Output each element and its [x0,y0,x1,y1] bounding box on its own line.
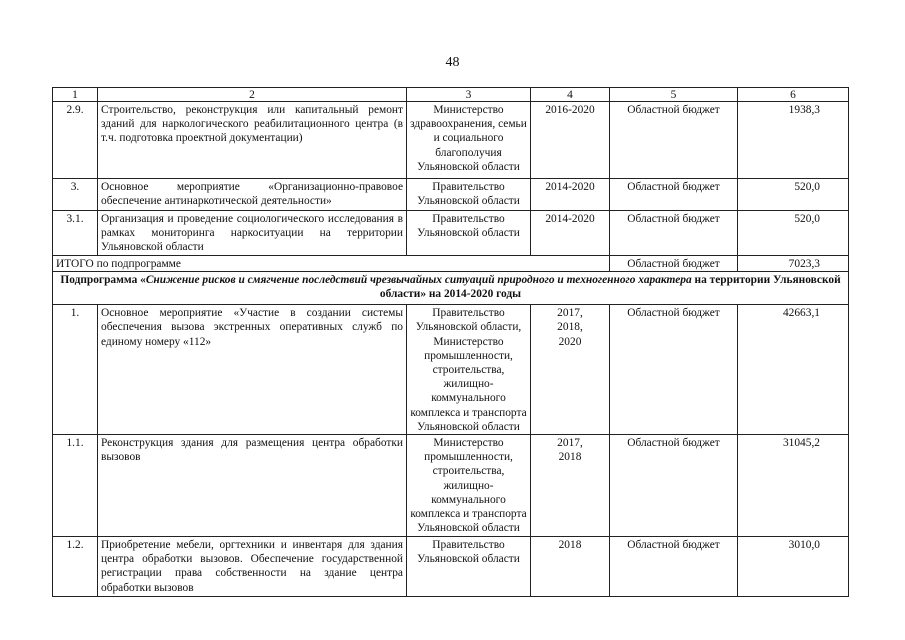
item-period: 2016-2020 [531,102,610,179]
total-amount: 7023,3 [738,256,849,272]
item-number: 1.2. [53,537,98,597]
item-period: 2017, 2018, 2020 [531,305,610,435]
subprogram-row [53,272,849,305]
item-executor: Министерство здравоохранения, семьи и социального благополучия Ульяновской области [407,102,531,179]
item-executor: Министерство промышленности, строительства, жилищно-коммунального комплекса и транспорта Ульяновской области [407,435,531,537]
item-funding-source: Областной бюджет [610,305,738,435]
item-name: Основное мероприятие «Организационно-правовое обеспечение антинаркотической деятельности» [98,179,407,211]
item-amount: 520,0 [738,179,849,211]
item-executor: Правительство Ульяновской области, Министерство промышленности, строительства, жилищно-коммунального комплекса и транспорта Ульяновской области [407,305,531,435]
table-row [53,211,849,256]
total-label: ИТОГО по подпрограмме [53,256,610,272]
item-executor: Правительство Ульяновской области [407,179,531,211]
column-number: 1 [53,88,98,102]
item-number: 2.9. [53,102,98,179]
item-number: 1.1. [53,435,98,537]
item-funding-source: Областной бюджет [610,435,738,537]
program-table [52,87,849,597]
column-number: 3 [407,88,531,102]
subprogram-title [53,272,849,305]
total-row [53,256,849,272]
item-number: 1. [53,305,98,435]
page-number: 48 [445,55,460,70]
table-row [53,102,849,179]
item-period: 2018 [531,537,610,597]
item-executor: Правительство Ульяновской области [407,211,531,256]
item-amount: 3010,0 [738,537,849,597]
column-number: 2 [98,88,407,102]
subprogram-title-prefix: Подпрограмма « [60,274,146,287]
item-name: Приобретение мебели, оргтехники и инвентаря для здания центра обработки вызовов. Обеспечение государственной регистрации права собственности на здание центра обработки вызовов [98,537,407,597]
item-amount: 42663,1 [738,305,849,435]
item-funding-source: Областной бюджет [610,102,738,179]
item-name: Организация и проведение социологического исследования в рамках мониторинга наркоситуации на территории Ульяновской области [98,211,407,256]
item-number: 3. [53,179,98,211]
item-funding-source: Областной бюджет [610,211,738,256]
table-row [53,537,849,597]
table-row [53,305,849,435]
subprogram-title-italic: Снижение рисков и смягчение последствий чрезвычайных ситуаций природного и техногенного характера [145,274,692,287]
item-period: 2014-2020 [531,179,610,211]
item-amount: 520,0 [738,211,849,256]
column-number-row [53,88,849,102]
item-amount: 31045,2 [738,435,849,537]
item-funding-source: Областной бюджет [610,179,738,211]
item-amount: 1938,3 [738,102,849,179]
item-name: Реконструкция здания для размещения центра обработки вызовов [98,435,407,537]
table-row [53,179,849,211]
table-row [53,435,849,537]
item-name: Основное мероприятие «Участие в создании системы обеспечения вызова экстренных оперативных служб по единому номеру «112» [98,305,407,435]
column-number: 4 [531,88,610,102]
item-period: 2017, 2018 [531,435,610,537]
item-number: 3.1. [53,211,98,256]
item-executor: Правительство Ульяновской области [407,537,531,597]
item-name: Строительство, реконструкция или капитальный ремонт зданий для наркологического реабилитационного центра (в т.ч. подготовка проектной документации) [98,102,407,179]
column-number: 5 [610,88,738,102]
item-funding-source: Областной бюджет [610,537,738,597]
item-period: 2014-2020 [531,211,610,256]
column-number: 6 [738,88,849,102]
total-funding-source: Областной бюджет [610,256,738,272]
subprogram-title-suffix: на территории Ульяновской области» на 2014-2020 годы [379,274,841,301]
